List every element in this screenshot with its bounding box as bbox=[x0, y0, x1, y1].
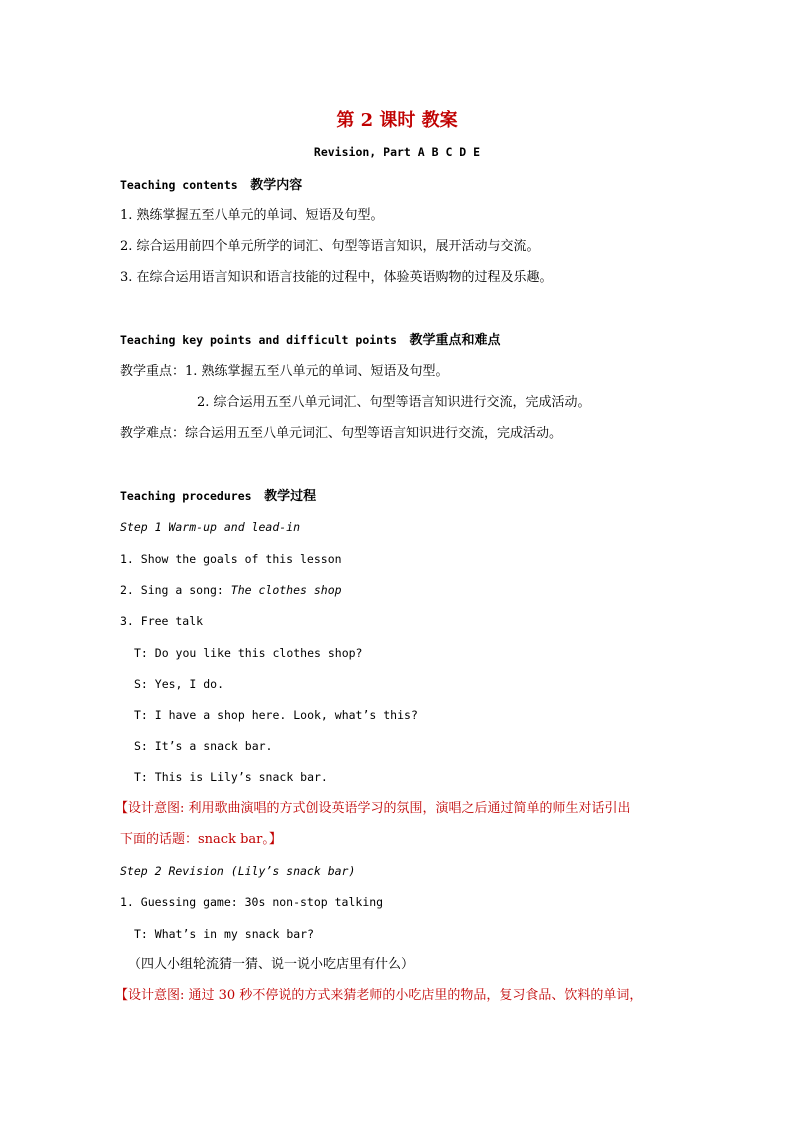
guess-note: （四人小组轮流猜一猜、说一说小吃店里有什么） bbox=[128, 957, 415, 972]
dialogue-line: T: Do you like this clothes shop? bbox=[134, 646, 363, 660]
dialogue-line: T: This is Lily’s snack bar. bbox=[134, 770, 328, 784]
step-1-title: Step 1 Warm-up and lead-in bbox=[120, 520, 301, 534]
contents-item-2: 2. 综合运用前四个单元所学的词汇、句型等语言知识，展开活动与交流。 bbox=[120, 239, 540, 254]
page-subtitle: Revision, Part A B C D E bbox=[313, 145, 481, 159]
step-1-item-goals: 1. Show the goals of this lesson bbox=[120, 552, 342, 566]
contents-item-3: 3. 在综合运用语言知识和语言技能的过程中，体验英语购物的过程及乐趣。 bbox=[120, 270, 553, 285]
step-1-item-free-talk: 3. Free talk bbox=[120, 614, 204, 628]
design-intent-1-line-1: 【设计意图: 利用歌曲演唱的方式创设英语学习的氛围，演唱之后通过简单的师生对话引出 bbox=[115, 801, 631, 816]
design-intent-2: 【设计意图: 通过 30 秒不停说的方式来猜老师的小吃店里的物品，复习食品、饮料的单词， bbox=[115, 988, 643, 1003]
step-2-title: Step 2 Revision (Lily’s snack bar) bbox=[120, 864, 356, 878]
section-heading-procedures: Teaching procedures 教学过程 bbox=[120, 489, 317, 504]
section-heading-keypoints: Teaching key points and difficult points 教学重点和难点 bbox=[120, 333, 501, 348]
guess-question: T: What’s in my snack bar? bbox=[134, 927, 315, 941]
dialogue-line: S: Yes, I do. bbox=[134, 677, 225, 691]
contents-item-1: 1. 熟练掌握五至八单元的单词、短语及句型。 bbox=[120, 208, 384, 223]
step-2-guessing: 1. Guessing game: 30s non-stop talking bbox=[120, 895, 384, 909]
dialogue-line: T: I have a shop here. Look, what’s this? bbox=[134, 708, 418, 722]
step-1-item-song: 2. Sing a song: The clothes shop bbox=[120, 583, 342, 597]
dialogue-line: S: It’s a snack bar. bbox=[134, 739, 273, 753]
design-intent-1-line-2: 下面的话题：snack bar。】 bbox=[120, 832, 282, 847]
page-title: 第 2 课时 教案 bbox=[336, 110, 458, 131]
focus-line-2: 2. 综合运用五至八单元词汇、句型等语言知识进行交流，完成活动。 bbox=[197, 395, 591, 410]
focus-line-1: 教学重点：1. 熟练掌握五至八单元的单词、短语及句型。 bbox=[120, 364, 449, 379]
difficulty-line: 教学难点：综合运用五至八单元词汇、句型等语言知识进行交流，完成活动。 bbox=[120, 426, 563, 441]
song-title: The clothes shop bbox=[230, 583, 342, 597]
section-heading-contents: Teaching contents 教学内容 bbox=[120, 178, 303, 193]
